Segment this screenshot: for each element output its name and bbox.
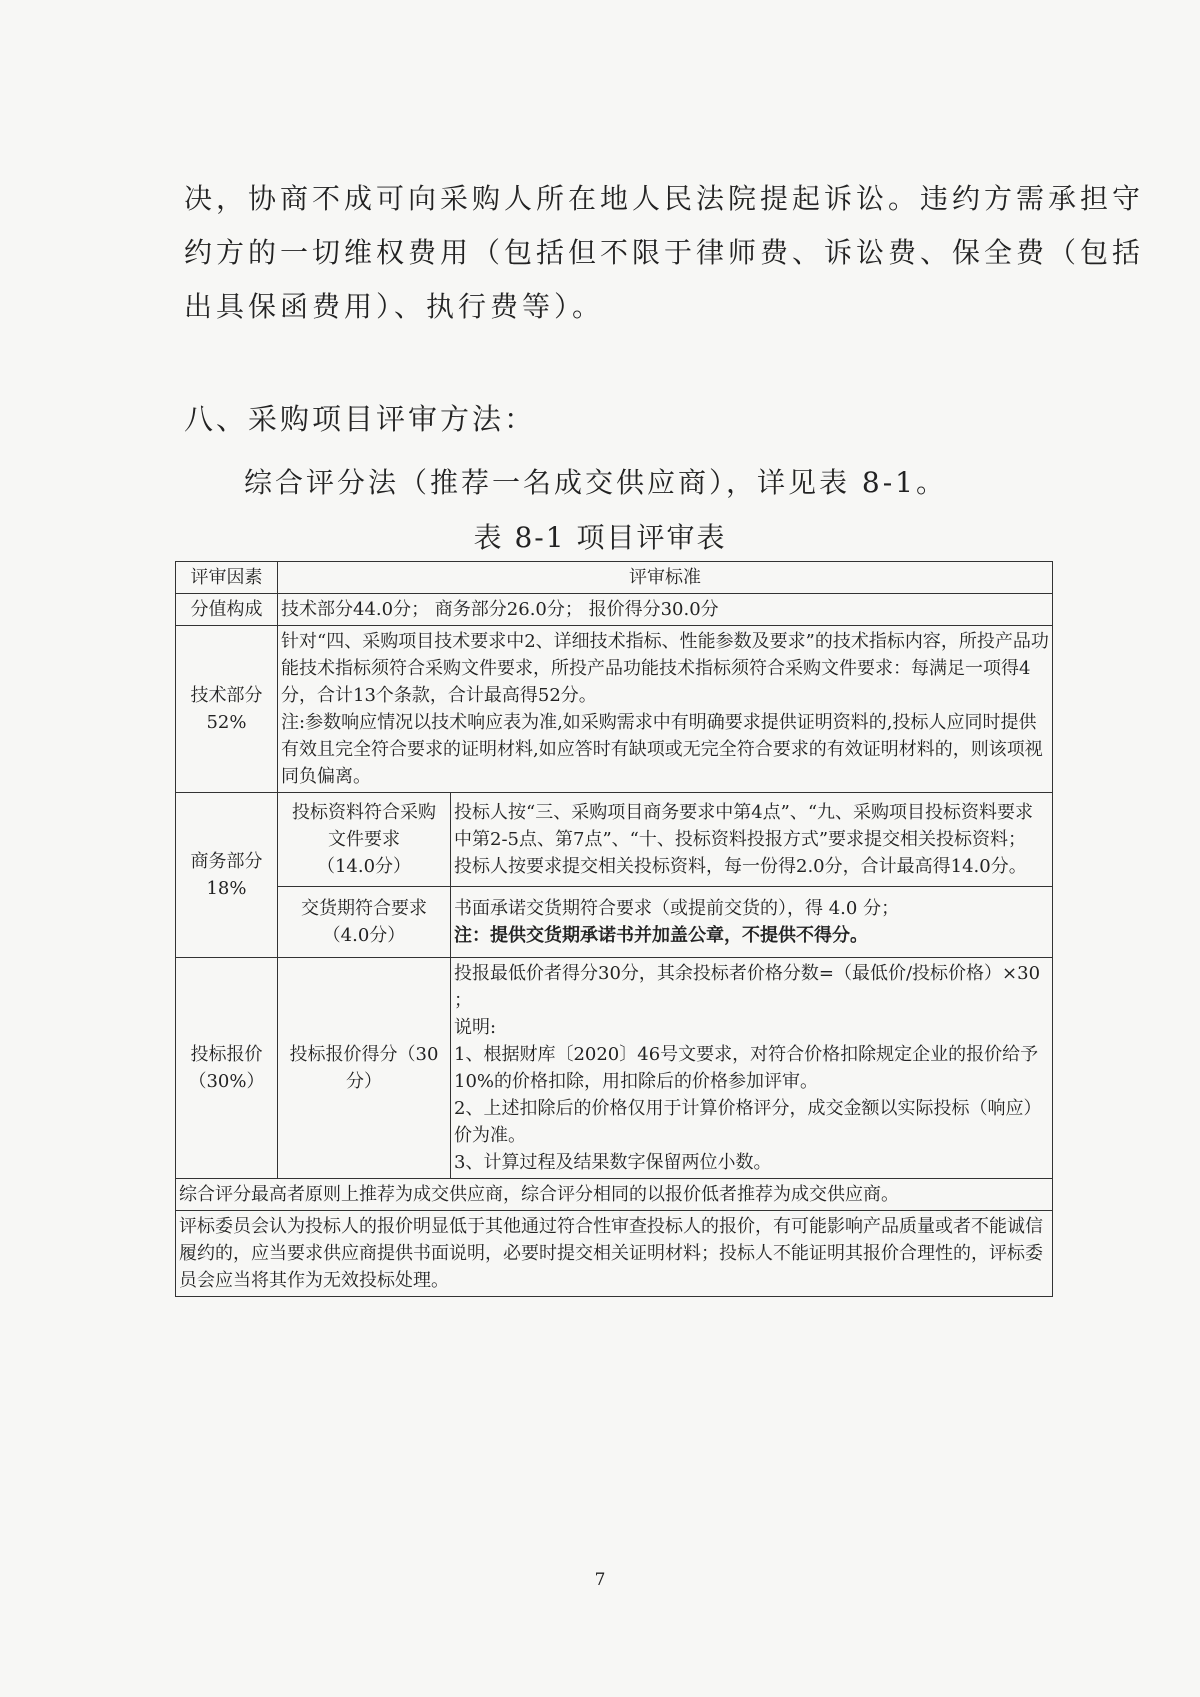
- technical-label-cell: [176, 626, 278, 793]
- page-number: 7: [594, 1570, 606, 1590]
- business-item-1-name: 投标资料符合采购文件要求: [292, 802, 436, 850]
- section-heading: 八、采购项目评审方法：: [184, 402, 537, 436]
- business-label: 商务部分: [190, 851, 263, 872]
- price-item: 投标报价得分（30分）: [278, 958, 451, 1179]
- footer-row-1: [176, 1179, 1053, 1211]
- price-line-4: 2、上述扣除后的价格仅用于计算价格评分，成交金额以实际投标（响应） 价为准。: [454, 1098, 1042, 1146]
- business-item-2-standard: [451, 887, 1053, 958]
- business-label-cell: [176, 793, 278, 958]
- technical-standard: [278, 626, 1053, 793]
- technical-label: 技术部分: [190, 685, 263, 706]
- technical-percent: 52%: [206, 712, 247, 733]
- section-intro: 综合评分法（推荐一名成交供应商），详见表 8-1。: [244, 466, 947, 499]
- price-line-2: 说明:: [454, 1017, 497, 1038]
- business-item-1-score: （14.0分）: [316, 856, 412, 877]
- footer-row-2: [176, 1211, 1053, 1297]
- business-item-2-text-1: 书面承诺交货期符合要求（或提前交货的），得 4.0 分；: [454, 898, 900, 919]
- score-composition-row: [176, 594, 1053, 626]
- table-caption: 表 8-1 项目评审表: [473, 521, 727, 554]
- header-factor: 评审因素: [176, 562, 278, 594]
- business-item-2-name: 交货期符合要求: [301, 898, 427, 919]
- intro-paragraph: [184, 172, 1145, 334]
- business-row-2: [176, 887, 1053, 958]
- business-item-2-score: （4.0分）: [322, 925, 406, 946]
- price-label: 投标报价: [190, 1044, 263, 1065]
- paragraph-line: 出具保函费用）、执行费等）。: [184, 290, 605, 323]
- price-label-cell: [176, 958, 278, 1179]
- price-row: [176, 958, 1053, 1179]
- technical-text-2: 注:参数响应情况以技术响应表为准,如采购需求中有明确要求提供证明资料的,投标人应同时提供有效且完全符合要求的证明材料,如应答时有缺项或无完全符合要求的有效证明材料的，则该项视同负偏离。: [281, 712, 1043, 787]
- business-item-2-text-2: 注：提供交货期承诺书并加盖公章，不提供不得分。: [454, 925, 868, 946]
- business-item-1-cell: [278, 793, 451, 887]
- review-table: [175, 561, 1053, 1297]
- business-item-1-text-1: 投标人按“三、采购项目商务要求中第4点”、“九、采购项目投标资料要求中第2-5点、第7点”、“十、投标资料投报方式”要求提交相关投标资料；: [454, 802, 1034, 850]
- business-item-1-standard: [451, 793, 1053, 887]
- business-percent: 18%: [206, 878, 247, 899]
- price-percent: （30%）: [188, 1071, 265, 1092]
- business-row-1: [176, 793, 1053, 887]
- paragraph-line: 约方的一切维权费用（包括但不限于律师费、诉讼费、保全费（包括: [184, 236, 1145, 269]
- price-line-5: 3、计算过程及结果数字保留两位小数。: [454, 1152, 772, 1173]
- business-item-2-cell: [278, 887, 451, 958]
- paragraph-line: 决，协商不成可向采购人所在地人民法院提起诉讼。违约方需承担守: [184, 182, 1145, 215]
- footer-note-2: 评标委员会认为投标人的报价明显低于其他通过符合性审查投标人的报价，有可能影响产品质量或者不能诚信履约的，应当要求供应商提供书面说明，必要时提交相关证明材料；投标人不能证明其报价合理性的，评标委员会应当将其作为无效投标处理。: [176, 1211, 1053, 1297]
- price-line-1: 投报最低价者得分30分，其余投标者价格分数=（最低价/投标价格）×30 ；: [454, 963, 1041, 1011]
- header-standard: 评审标准: [278, 562, 1053, 594]
- score-composition-value: 技术部分44.0分； 商务部分26.0分； 报价得分30.0分: [278, 594, 1053, 626]
- technical-row: [176, 626, 1053, 793]
- price-line-3: 1、根据财库〔2020〕46号文要求，对符合价格扣除规定企业的报价给予10%的价格扣除，用扣除后的价格参加评审。: [454, 1044, 1039, 1092]
- footer-note-1: 综合评分最高者原则上推荐为成交供应商，综合评分相同的以报价低者推荐为成交供应商。: [176, 1179, 1053, 1211]
- score-composition-label: 分值构成: [176, 594, 278, 626]
- business-item-1-text-2: 投标人按要求提交相关投标资料，每一份得2.0分，合计最高得14.0分。: [454, 856, 1027, 877]
- table-header-row: [176, 562, 1053, 594]
- price-standard: [451, 958, 1053, 1179]
- technical-text-1: 针对“四、采购项目技术要求中2、详细技术指标、性能参数及要求”的技术指标内容，所投产品功能技术指标须符合采购文件要求，所投产品功能技术指标须符合采购文件要求：每满足一项得4分，合计13个条款，合计最高得52分。: [281, 631, 1049, 706]
